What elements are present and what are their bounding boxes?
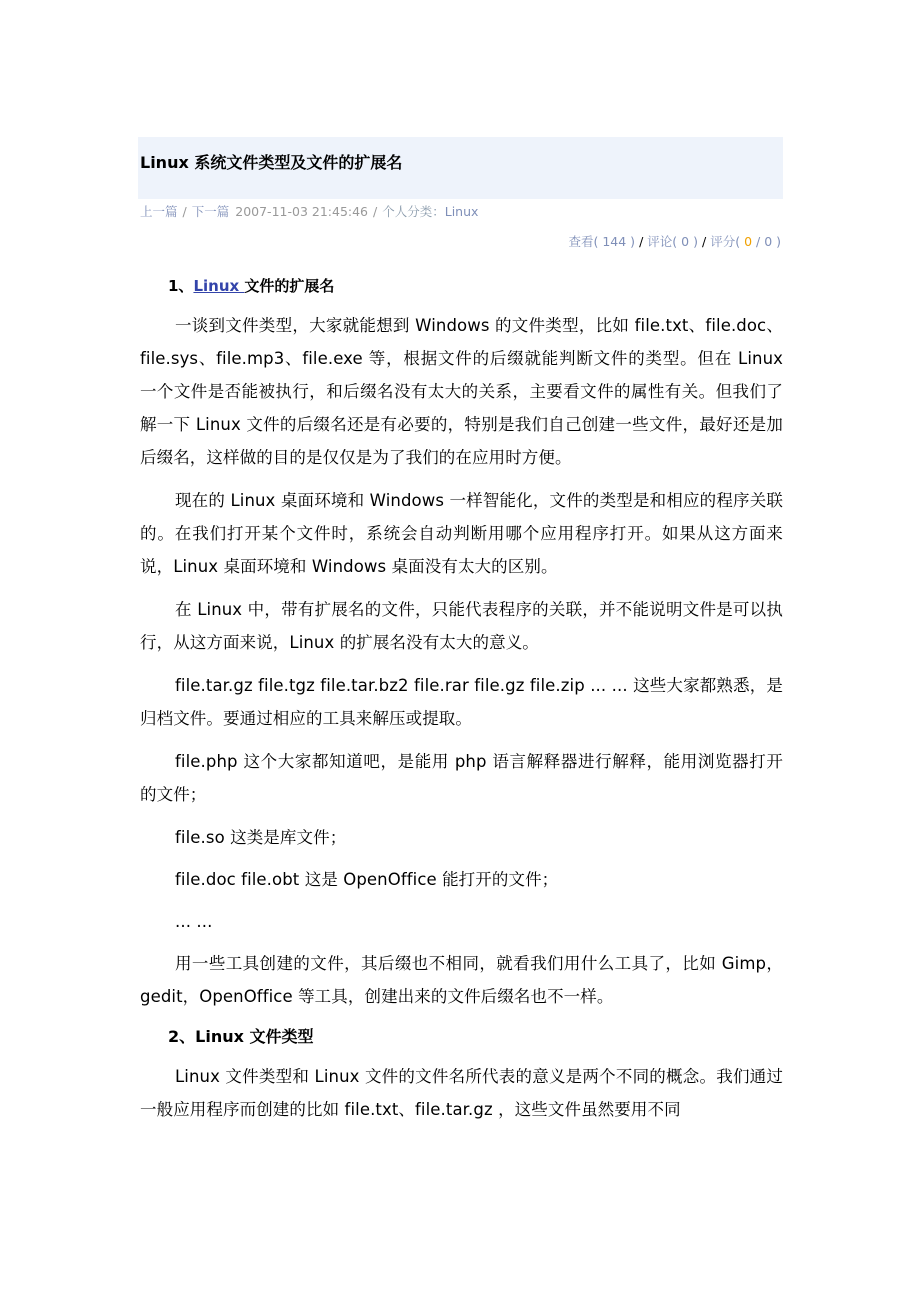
views-count: 144 [602, 234, 627, 249]
paragraph: ... ... [175, 912, 213, 931]
separator: / [639, 234, 644, 249]
views-link[interactable]: 查看( 144 ) [568, 234, 636, 249]
next-article-link[interactable]: 下一篇 [191, 204, 230, 219]
comments-link[interactable]: 评论( 0 ) [647, 234, 698, 249]
article-meta [140, 203, 478, 221]
paragraph: 一谈到文件类型，大家就能想到 Windows 的文件类型，比如 file.txt、file.doc、file.sys、file.mp3、file.exe 等，根据文件的后缀就能判断文件的类型。但在 Linux 一个文件是否能被执行，和后缀名没有太大的关系，主要看文件的属性有关。但我们了解一下 Linux 文件的后缀名还是有必要的，特别是我们自己创建一些文件，最好还是加后缀名，这样做的目的是仅仅是为了我们的在应用时方便。 [140, 316, 783, 467]
heading-number: 1、 [168, 277, 194, 295]
prev-article-link[interactable]: 上一篇 [140, 204, 178, 219]
rating-value: 0 [744, 234, 753, 249]
category-label: 个人分类： [382, 204, 445, 219]
category-link[interactable]: Linux [444, 204, 479, 219]
comments-label: 评论( [647, 234, 678, 249]
views-label: 查看( [568, 234, 599, 249]
separator: / [701, 234, 707, 249]
section-heading-1 [140, 272, 783, 300]
paragraph: 在 Linux 中，带有扩展名的文件，只能代表程序的关联，并不能说明文件是可以执行，从这方面来说，Linux 的扩展名没有太大的意义。 [140, 600, 783, 652]
paragraph: file.tar.gz file.tgz file.tar.bz2 file.rar file.gz file.zip ... ... 这些大家都熟悉，是归档文件。要通过相应的工具来解压或提取。 [140, 676, 783, 728]
paragraph: file.php 这个大家都知道吧，是能用 php 语言解释器进行解释，能用浏览器打开的文件； [140, 752, 783, 804]
separator: / [373, 204, 378, 219]
article-stats [568, 233, 781, 251]
section-heading-2: 2、Linux 文件类型 [168, 1027, 314, 1046]
paragraph: file.doc file.obt 这是 OpenOffice 能打开的文件； [175, 870, 559, 889]
paragraph: file.so 这类是库文件； [175, 828, 347, 847]
heading-text: 文件的扩展名 [244, 277, 335, 295]
post-datetime: 2007-11-03 21:45:46 [235, 204, 369, 219]
comments-count: 0 [681, 234, 690, 249]
rating-link[interactable]: 评分( 0 / 0 ) [710, 234, 781, 249]
article-body [140, 272, 783, 1136]
article-title: Linux 系统文件类型及文件的扩展名 [140, 153, 403, 172]
separator: / [182, 204, 187, 219]
paragraph: Linux 文件类型和 Linux 文件的文件名所代表的意义是两个不同的概念。我们通过一般应用程序而创建的比如 file.txt、file.tar.gz ，这些文件虽然要用不同 [140, 1067, 783, 1119]
paragraph: 用一些工具创建的文件，其后缀也不相同，就看我们用什么工具了，比如 Gimp，gedit，OpenOffice 等工具，创建出来的文件后缀名也不一样。 [140, 954, 783, 1006]
rating-count: 0 [764, 234, 773, 249]
paragraph: 现在的 Linux 桌面环境和 Windows 一样智能化，文件的类型是和相应的程序关联的。在我们打开某个文件时，系统会自动判断用哪个应用程序打开。如果从这方面来说，Linux 桌面环境和 Windows 桌面没有太大的区别。 [140, 491, 783, 576]
linux-keyword-link[interactable]: Linux [193, 277, 245, 295]
rating-label: 评分( [710, 234, 741, 249]
